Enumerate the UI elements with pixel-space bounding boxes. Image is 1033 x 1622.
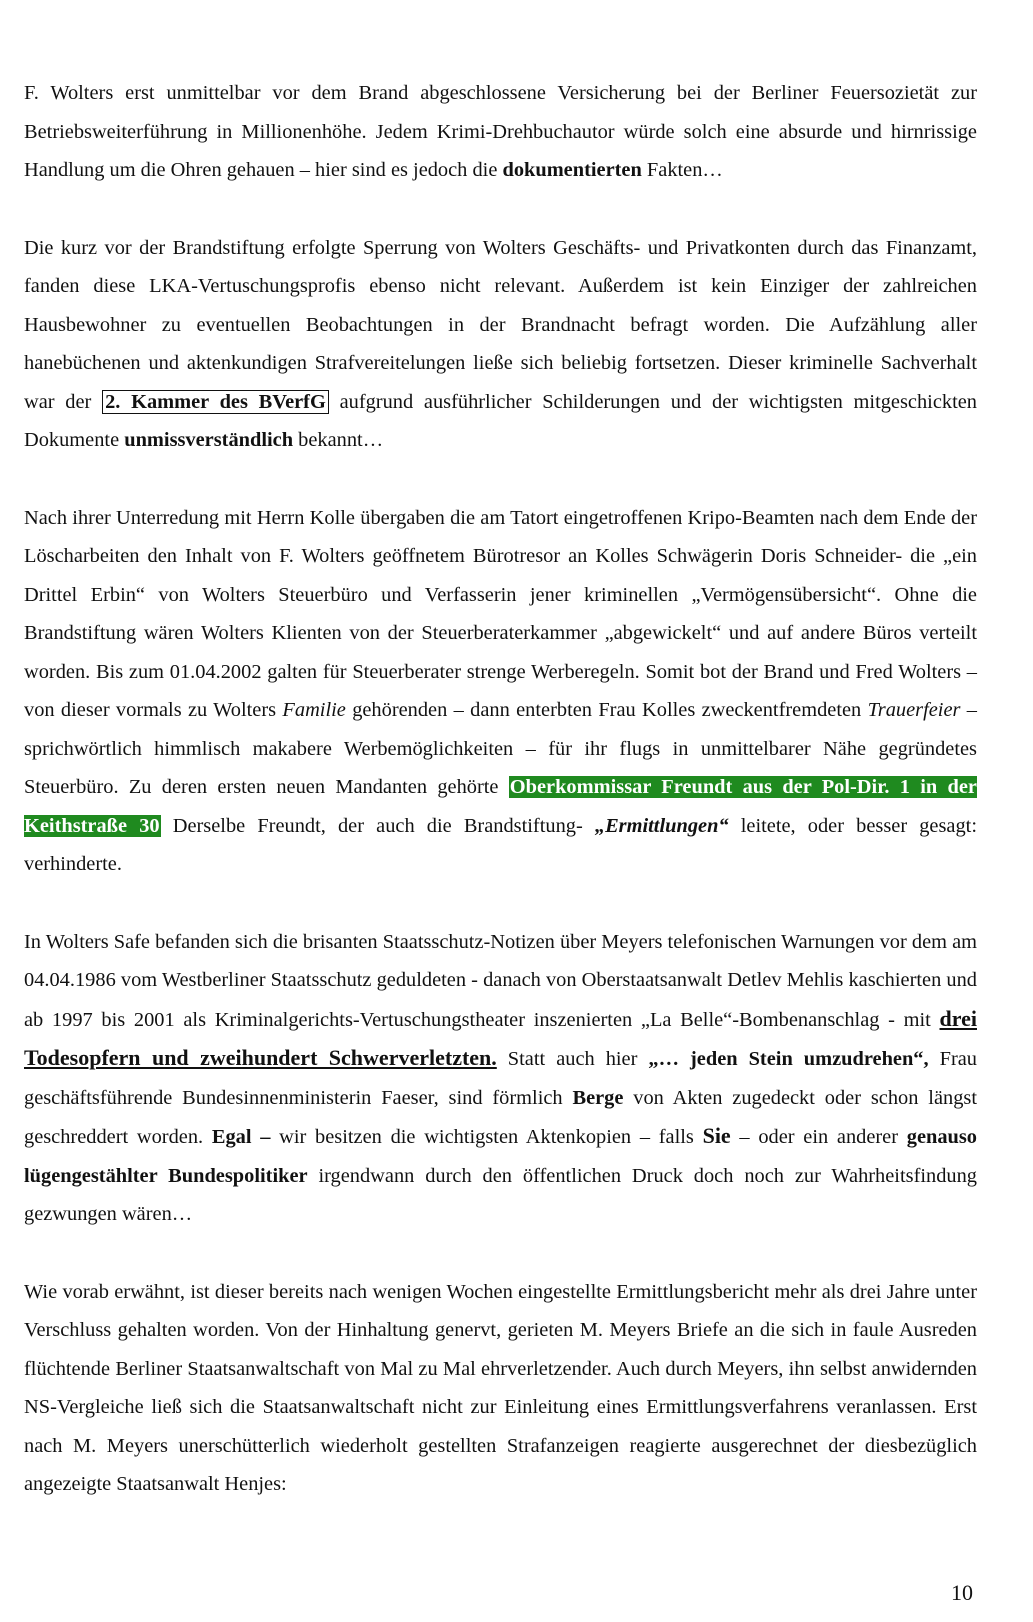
text-run: Frau geschäftsführende Bundesinnenministerin Faeser, sind förmlich	[24, 1048, 977, 1109]
paragraph-2	[24, 229, 977, 460]
italic-term: Trauerfeier	[867, 699, 961, 721]
text-run: Derselbe Freundt, der auch die Brandstiftung-	[160, 814, 595, 837]
bold-term: Egal –	[211, 1126, 271, 1148]
italic-term: Familie	[282, 699, 346, 721]
paragraph-4	[24, 923, 977, 1234]
text-run: F. Wolters erst unmittelbar vor dem Brand abgeschlossene Versicherung bei der Berliner Feuersozietät zur Betriebsweiterführung in Millionenhöhe. Jedem Krimi-Drehbuchautor würde solch eine absurde und hirnrissige Handlung um die Ohren gehauen – hier sind es jedoch die	[24, 82, 977, 181]
text-run: aufgrund ausführlicher Schilderungen und der wichtigsten mitgeschickten Dokumente	[24, 390, 977, 451]
text-run: gehörenden – dann enterbten Frau Kolles zweckentfremdeten	[345, 699, 868, 721]
paragraph-5	[24, 1273, 977, 1504]
text-run: Wie vorab erwähnt, ist dieser bereits nach wenigen Wochen eingestellte Ermittlungsbericht mehr als drei Jahre unter Verschluss gehalten worden. Von der Hinhaltung genervt, gerieten M. Meyers Briefe an die sich in faule Ausreden flüchtende Berliner Staatsanwaltschaft von Mal zu Mal ehrverletzender. Auch durch Meyers, ihn selbst anwidernden NS-Vergleiche ließ sich die Staatsanwaltschaft nicht zur Einleitung eines Ermittlungsverfahrens veranlassen. Erst nach M. Meyers unerschütterlich wiederholt gestellten Strafanzeigen reagierte ausgerechnet der diesbezüglich angezeigte Staatsanwalt Henjes:	[24, 1280, 977, 1495]
text-run: irgendwann durch den öffentlichen Druck doch noch zur Wahrheitsfindung gezwungen wären…	[24, 1164, 977, 1225]
document-body	[24, 74, 977, 1504]
bold-term: Berge	[572, 1086, 624, 1109]
text-run: von Akten zugedeckt oder schon längst geschreddert worden.	[24, 1086, 977, 1148]
bold-term: „… jeden Stein umzudrehen“,	[648, 1048, 929, 1070]
bold-term: unmissverständlich	[124, 429, 294, 451]
bold-italic-term: „Ermittlungen“	[594, 814, 729, 837]
text-run: Die kurz vor der Brandstiftung erfolgte Sperrung von Wolters Geschäfts- und Privatkonten durch das Finanzamt, fanden diese LKA-Vertuschungsprofis ebenso nicht relevant. Außerdem ist kein Einziger der zahlreichen Hausbewohner zu eventuellen Beobachtungen in der Brandnacht befragt worden. Die Aufzählung aller hanebüchenen und aktenkundigen Strafvereitelungen ließe sich beliebig fortsetzen. Dieser kriminelle Sachverhalt war der	[24, 236, 977, 413]
bold-term: dokumentierten	[502, 159, 642, 181]
page-number: 10	[951, 1580, 973, 1605]
text-run: bekannt…	[293, 429, 384, 451]
text-run: In Wolters Safe befanden sich die brisanten Staatsschutz-Notizen über Meyers telefonischen Warnungen vor dem am 04.04.1986 vom Westberliner Staatsschutz geduldeten - danach von Oberstaatsanwalt Detlev Mehlis kaschierten und ab 1997 bis 2001 als Kriminalgerichts-Vertuschungstheater inszenierten „La Belle“-Bombenanschlag - mit	[24, 930, 977, 1031]
text-run: Fakten…	[641, 159, 723, 181]
bold-term: genauso lügengestählter Bundespolitiker	[24, 1126, 978, 1187]
highlighted-term: Oberkommissar Freundt aus der Pol-Dir. 1 in der Keithstraße 30	[24, 776, 977, 837]
text-run: wir besitzen die wichtigsten Aktenkopien – falls	[270, 1126, 703, 1148]
text-run: leitete, oder besser gesagt: verhinderte.	[24, 814, 977, 875]
underlined-term: drei Todesopfern und zweihundert Schwerverletzten.	[24, 1005, 977, 1070]
paragraph-1	[24, 74, 977, 190]
big-bold-term: Sie	[702, 1123, 731, 1148]
paragraph-3	[24, 499, 977, 884]
boxed-term: 2. Kammer des BVerfG	[102, 390, 329, 414]
text-run: – sprichwörtlich himmlisch makabere Werbemöglichkeiten – für ihr flugs in unmittelbarer Nähe gegründetes Steuerbüro. Zu deren ersten neuen Mandanten gehörte	[24, 699, 977, 798]
text-run: Statt auch hier	[496, 1048, 649, 1070]
text-run: Nach ihrer Unterredung mit Herrn Kolle übergaben die am Tatort eingetroffenen Kripo-Beamten nach dem Ende der Löscharbeiten den Inhalt von F. Wolters geöffnetem Bürotresor an Kolles Schwägerin Doris Schneider- die „ein Drittel Erbin“ von Wolters Steuerbüro und Verfasserin jener kriminellen „Vermögensübersicht“. Ohne die Brandstiftung wären Wolters Klienten von der Steuerberaterkammer „abgewickelt“ und auf andere Büros verteilt worden. Bis zum 01.04.2002 galten für Steuerberater strenge Werberegeln. Somit bot der Brand und Fred Wolters – von dieser vormals zu Wolters	[24, 506, 977, 721]
text-run: – oder ein anderer	[730, 1126, 907, 1148]
